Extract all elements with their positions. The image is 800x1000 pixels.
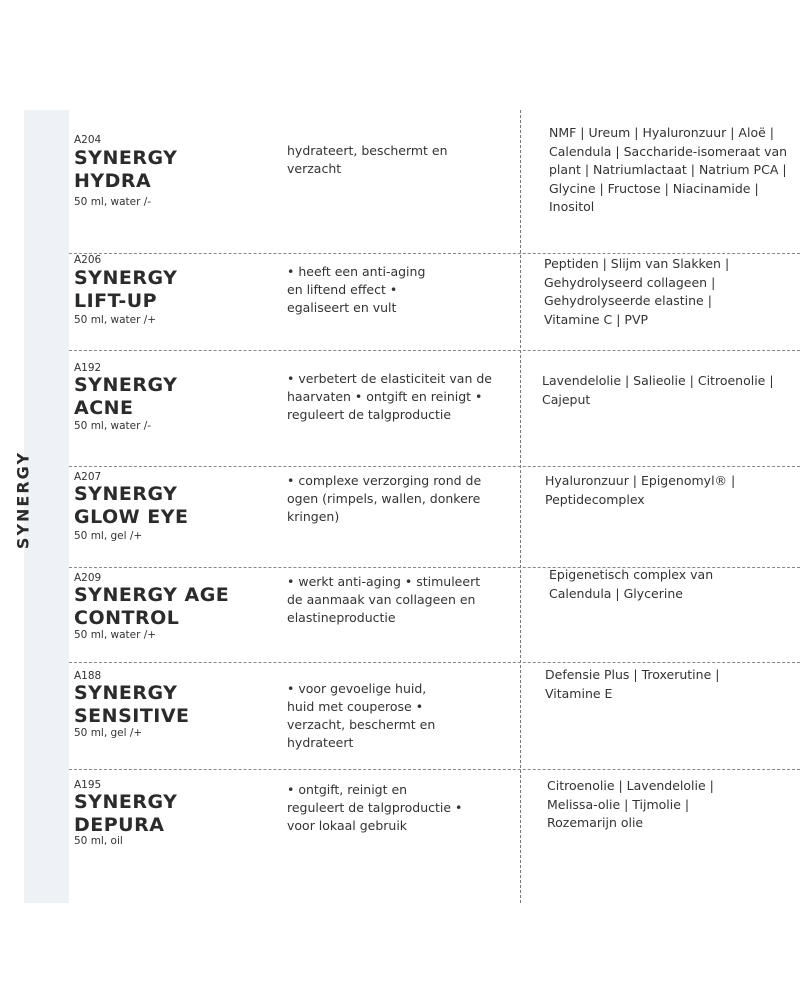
product-description: hydrateert, beschermt en verzacht	[287, 143, 448, 176]
product-code: A209	[74, 572, 102, 584]
product-name: SYNERGY GLOW EYE	[74, 483, 189, 528]
product-row-depura	[69, 769, 800, 903]
product-description: • complexe verzorging rond de ogen (rimpels, wallen, donkere kringen)	[287, 473, 482, 524]
product-name: SYNERGY SENSITIVE	[74, 682, 190, 727]
product-volume: 50 ml, water /-	[74, 196, 152, 208]
product-code: A206	[74, 254, 102, 266]
row-divider	[69, 350, 800, 351]
product-ingredients: Lavendelolie | Salieolie | Citroenolie | Cajeput	[542, 373, 774, 407]
row-divider	[69, 769, 800, 770]
product-volume: 50 ml, oil	[74, 835, 123, 847]
product-ingredients: Epigenetisch complex van Calendula | Glycerine	[549, 567, 714, 601]
product-row-age-control	[69, 567, 800, 662]
product-name: SYNERGY AGE CONTROL	[74, 584, 230, 629]
product-ingredients: Hyaluronzuur | Epigenomyl® | Peptidecomplex	[545, 473, 736, 507]
product-description: • ontgift, reinigt en reguleert de talgproductie • voor lokaal gebruik	[287, 782, 463, 833]
section-title-text: SYNERGY	[13, 450, 33, 550]
product-description: • voor gevoelige huid, huid met couperose • verzacht, beschermt en hydrateert	[287, 681, 436, 750]
product-description: • heeft een anti-aging en liftend effect • egaliseert en vult	[287, 264, 426, 315]
product-code: A204	[74, 134, 102, 146]
product-volume: 50 ml, gel /+	[74, 530, 143, 542]
product-code: A195	[74, 779, 102, 791]
product-row-lift-up	[69, 253, 800, 350]
product-code: A207	[74, 471, 102, 483]
product-row-hydra	[69, 110, 800, 253]
product-ingredients: Peptiden | Slijm van Slakken | Gehydrolyseerd collageen | Gehydrolyseerde elastine | Vitamine C | PVP	[544, 256, 730, 327]
product-ingredients: NMF | Ureum | Hyaluronzuur | Aloë | Calendula | Saccharide-isomeraat van plant | Natriumlactaat | Natrium PCA | Glycine | Fructose | Niacinamide | Inositol	[549, 125, 788, 214]
product-ingredients: Citroenolie | Lavendelolie | Melissa-olie | Tijmolie | Rozemarijn olie	[547, 778, 714, 830]
product-code: A192	[74, 362, 102, 374]
product-name: SYNERGY HYDRA	[74, 147, 178, 192]
product-name: SYNERGY ACNE	[74, 374, 178, 419]
product-volume: 50 ml, water /-	[74, 420, 152, 432]
product-code: A188	[74, 670, 102, 682]
product-name: SYNERGY LIFT-UP	[74, 267, 178, 312]
product-volume: 50 ml, water /+	[74, 314, 157, 326]
row-divider	[69, 466, 800, 467]
product-name: SYNERGY DEPURA	[74, 791, 178, 836]
product-row-sensitive	[69, 662, 800, 769]
product-row-acne	[69, 350, 800, 466]
product-volume: 50 ml, gel /+	[74, 727, 143, 739]
row-divider	[69, 253, 800, 254]
product-row-glow-eye	[69, 466, 800, 567]
product-description: • werkt anti-aging • stimuleert de aanmaak van collageen en elastineproductie	[287, 574, 481, 625]
row-divider	[69, 662, 800, 663]
product-description: • verbetert de elasticiteit van de haarvaten • ontgift en reinigt • reguleert de talgproductie	[287, 371, 492, 422]
product-ingredients: Defensie Plus | Troxerutine | Vitamine E	[545, 667, 720, 701]
product-volume: 50 ml, water /+	[74, 629, 157, 641]
